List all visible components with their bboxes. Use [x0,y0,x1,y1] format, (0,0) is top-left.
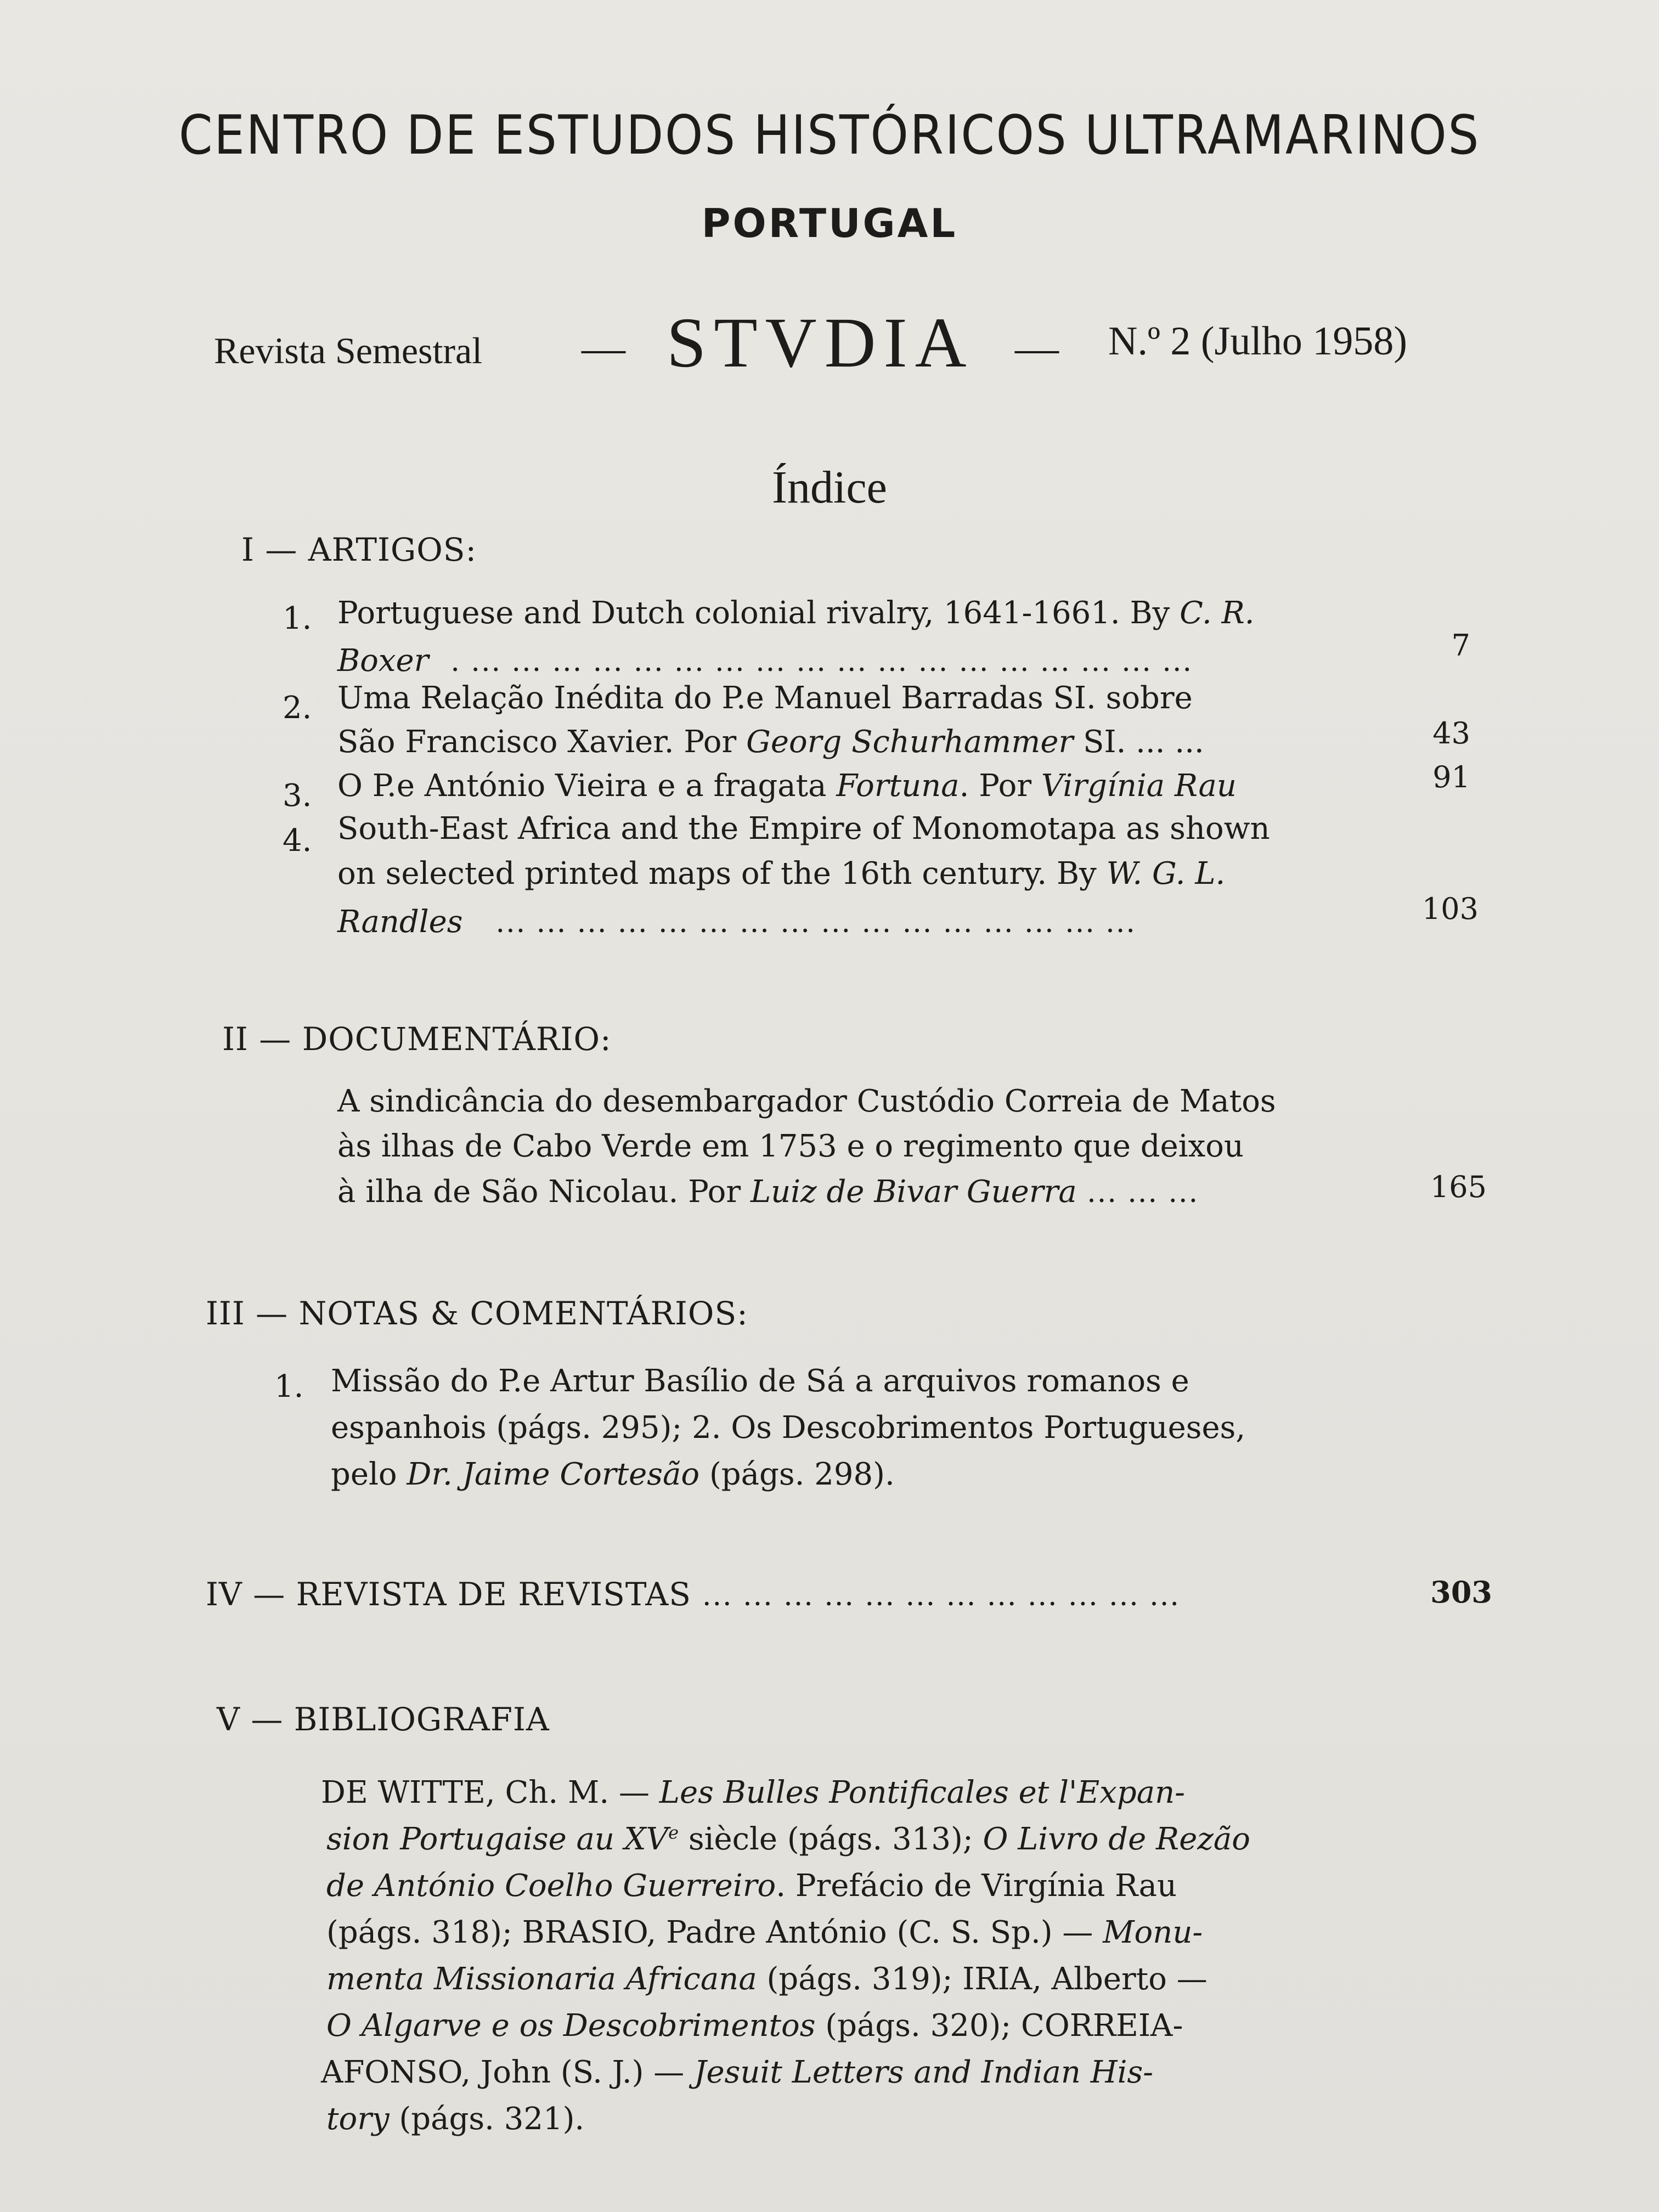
publication-type: Revista Semestral [214,330,483,371]
ship-name: Fortuna [836,768,960,804]
notes-line: Missão do P.e Artur Basílio de Sá a arquivos romanos e [331,1363,1189,1399]
page-number: 91 [1432,760,1470,794]
page-number: 7 [1451,628,1470,663]
notes-author: Dr. Jaime Cortesão [407,1457,700,1492]
biblio-line [326,2101,584,2137]
masthead-dash-right: — [1015,324,1059,373]
biblio-line [321,1775,1185,1810]
article-author: Georg Schurhammer [746,724,1074,760]
biblio-title: O Algarve e os Descobrimentos [326,2008,816,2044]
biblio-text: (págs. 318); BRASIO, Padre António (C. S. Sp.) — [326,1915,1103,1950]
section-heading-revista-line [206,1576,1180,1613]
leader-dots: ... ... ... [1076,1176,1199,1209]
article-author: Boxer [337,643,429,679]
biblio-line [326,1868,1177,1904]
section-heading-revista: IV — REVISTA DE REVISTAS [206,1576,691,1613]
biblio-text: (págs. 321). [389,2101,585,2137]
biblio-line [326,1915,1203,1950]
page-number: 165 [1430,1170,1487,1204]
biblio-line [321,2055,1153,2090]
item-number: 1. [274,1369,304,1404]
notes-line [331,1457,895,1492]
doc-line: às ilhas de Cabo Verde em 1753 e o regimento que deixou [337,1128,1244,1164]
notes-text: pelo [331,1457,407,1492]
index-title: Índice [772,462,887,513]
biblio-line [326,1961,1207,1997]
article-title-line: Uma Relação Inédita do P.e Manuel Barradas SI. sobre [337,680,1193,716]
item-number: 4. [283,823,312,859]
section-heading-notas: III — NOTAS & COMENTÁRIOS: [206,1295,748,1332]
biblio-superscript: e [668,1822,679,1843]
item-number: 1. [283,601,312,636]
article-title-line [337,595,1255,631]
article-author-line [337,643,1193,679]
institution-title: CENTRO DE ESTUDOS HISTÓRICOS ULTRAMARINOS [178,104,1481,167]
notes-line: espanhois (págs. 295); 2. Os Descobrimentos Portugueses, [331,1410,1246,1446]
notes-tail: (págs. 298). [699,1457,895,1492]
leader-dots: ... ... ... ... ... ... ... ... ... ... ... ... [702,1579,1180,1612]
leader-dots: ... ... ... ... ... ... ... ... ... ... ... ... ... ... ... ... [495,906,1136,939]
biblio-text: AFONSO, John (S. J.) — [321,2055,695,2090]
article-author: Virgínia Rau [1041,768,1237,804]
article-title-text: O P.e António Vieira e a fragata [337,768,837,804]
country-title: PORTUGAL [701,200,958,246]
biblio-text: siècle (págs. 313); [679,1821,983,1857]
article-title-text: on selected printed maps of the 16th century. By [337,856,1107,891]
page-number: 103 [1421,891,1479,926]
biblio-title: tory [326,2101,390,2137]
article-title-tail: SI. ... ... [1073,724,1204,760]
article-title-text: Portuguese and Dutch colonial rivalry, 1641-1661. By [337,595,1180,631]
leader-dots: . ... ... ... ... ... ... ... ... ... ... ... ... ... ... ... ... ... ... [450,645,1193,678]
biblio-title: O Livro de Rezão [983,1821,1250,1857]
section-heading-bibliografia: V — BIBLIOGRAFIA [217,1701,550,1738]
biblio-title: Jesuit Letters and Indian His- [694,2055,1154,2090]
biblio-text: DE WITTE, Ch. M. — [321,1775,659,1810]
biblio-line [326,1821,1250,1857]
article-author: Randles [337,904,463,940]
article-title-line [337,856,1225,891]
doc-line [337,1174,1199,1210]
article-title-line [337,768,1237,804]
item-number: 3. [283,778,312,814]
section-heading-artigos: I — ARTIGOS: [241,531,477,568]
article-title-line [337,724,1204,760]
article-author: C. R. [1180,595,1255,631]
page-number: 43 [1432,716,1470,751]
section-heading-documentario: II — DOCUMENTÁRIO: [222,1020,612,1058]
article-author-line [337,904,1136,940]
masthead-dash-left: — [582,324,625,373]
journal-title: STVDIA [667,303,974,382]
biblio-line [326,2008,1183,2044]
biblio-title: menta Missionaria Africana [326,1961,757,1997]
biblio-title: Monu- [1103,1915,1203,1950]
article-author: W. G. L. [1106,856,1226,891]
article-title-line: South-East Africa and the Empire of Monomotapa as shown [337,811,1270,847]
doc-line: A sindicância do desembargador Custódio Correia de Matos [337,1084,1276,1119]
biblio-title: sion Portugaise au XV [326,1821,669,1857]
issue-number: N.º 2 (Julho 1958) [1108,319,1408,364]
biblio-text: (págs. 320); CORREIA- [815,2008,1183,2044]
item-number: 2. [283,690,312,726]
doc-text: à ilha de São Nicolau. Por [337,1174,751,1210]
article-title-text: São Francisco Xavier. Por [337,724,747,760]
article-title-mid: . Por [959,768,1041,804]
doc-author: Luiz de Bivar Guerra [750,1174,1077,1210]
biblio-text: . Prefácio de Virgínia Rau [776,1868,1177,1904]
biblio-text: (págs. 319); IRIA, Alberto — [757,1961,1207,1997]
biblio-title: Les Bulles Pontificales et l'Expan- [659,1775,1186,1810]
page-number: 303 [1430,1575,1492,1610]
biblio-title: de António Coelho Guerreiro [326,1868,776,1904]
